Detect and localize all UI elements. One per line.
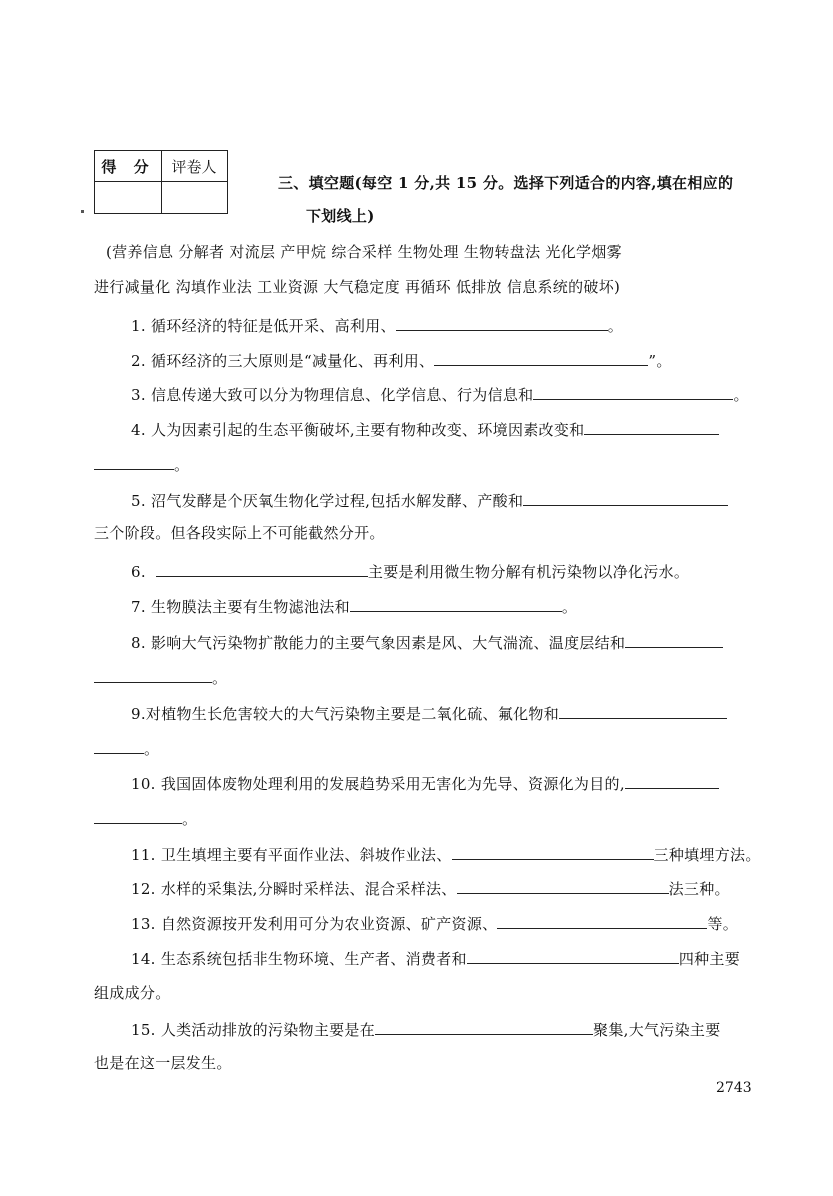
question-6 — [131, 560, 689, 582]
question-9-text: 9.对植物生长危害较大的大气污染物主要是二氧化硫、氟化物和 — [131, 705, 560, 723]
question-10-end: 。 — [182, 810, 198, 828]
score-label: 得 分 — [101, 158, 155, 176]
question-12-rest: 法三种。 — [668, 880, 730, 898]
answer-blank-4b[interactable] — [94, 453, 174, 470]
option-bank-line1: (营养信息 分解者 对流层 产甲烷 综合采样 生物处理 生物转盘法 光化学烟雾 — [106, 243, 622, 261]
question-2-text: 2. 循环经济的三大原则是“减量化、再利用、 — [131, 352, 435, 370]
question-5 — [131, 489, 728, 511]
question-3-text: 3. 信息传递大致可以分为物理信息、化学信息、行为信息和 — [131, 386, 534, 404]
question-11 — [131, 843, 761, 865]
answer-blank-11[interactable] — [452, 843, 654, 860]
question-2 — [131, 349, 672, 371]
scan-mark — [81, 210, 84, 213]
question-3-end: 。 — [733, 386, 749, 404]
answer-blank-14[interactable] — [467, 947, 679, 964]
question-12 — [131, 877, 730, 899]
answer-blank-12[interactable] — [457, 877, 669, 894]
answer-blank-3[interactable] — [533, 383, 733, 400]
question-5-line2: 三个阶段。但各段实际上不可能截然分开。 — [94, 524, 385, 542]
question-15-rest: 聚集,大气污染主要 — [593, 1021, 721, 1039]
question-1 — [131, 314, 623, 336]
table-divider-horizontal — [95, 181, 227, 182]
question-5-text: 5. 沼气发酵是个厌氧生物化学过程,包括水解发酵、产酸和 — [131, 492, 524, 510]
question-11-text: 11. 卫生填埋主要有平面作业法、斜坡作业法、 — [131, 846, 452, 864]
question-7-text: 7. 生物膜法主要有生物滤池法和 — [131, 598, 350, 616]
question-3 — [131, 383, 749, 405]
question-8-line2 — [94, 666, 227, 688]
question-4 — [131, 418, 719, 440]
score-table — [94, 150, 228, 214]
question-1-text: 1. 循环经济的特征是低开采、高利用、 — [131, 317, 396, 335]
question-4-line2 — [94, 453, 189, 475]
section-title-cont: 下划线上) — [306, 207, 375, 225]
question-8-text: 8. 影响大气污染物扩散能力的主要气象因素是风、大气湍流、温度层结和 — [131, 634, 626, 652]
answer-blank-9b[interactable] — [94, 737, 144, 754]
question-13 — [131, 912, 738, 934]
answer-blank-8b[interactable] — [94, 666, 212, 683]
answer-blank-15[interactable] — [375, 1018, 593, 1035]
answer-blank-7[interactable] — [350, 595, 562, 612]
question-6-number: 6. — [131, 563, 146, 581]
question-14-line2: 组成成分。 — [94, 984, 171, 1002]
answer-blank-2[interactable] — [434, 349, 648, 366]
question-1-end: 。 — [607, 317, 624, 335]
question-10-text: 10. 我国固体废物处理利用的发展趋势采用无害化为先导、资源化为目的, — [131, 775, 625, 793]
option-bank-line2: 进行减量化 沟填作业法 工业资源 大气稳定度 再循环 低排放 信息系统的破坏) — [94, 278, 621, 296]
question-2-end: ”。 — [648, 352, 672, 370]
answer-blank-6[interactable] — [156, 560, 368, 577]
question-15 — [131, 1018, 721, 1040]
question-9-line2 — [94, 737, 159, 759]
question-15-text: 15. 人类活动排放的污染物主要是在 — [131, 1021, 376, 1039]
question-11-rest: 三种填埋方法。 — [653, 846, 761, 864]
question-12-text: 12. 水样的采集法,分瞬时采样法、混合采样法、 — [131, 880, 457, 898]
question-13-text: 13. 自然资源按开发利用可分为农业资源、矿产资源、 — [131, 915, 498, 933]
answer-blank-10a[interactable] — [625, 772, 719, 789]
question-7 — [131, 595, 577, 617]
question-8 — [131, 631, 723, 653]
page-number: 2743 — [716, 1080, 752, 1096]
answer-blank-13[interactable] — [497, 912, 707, 929]
question-14 — [131, 947, 740, 969]
answer-blank-1[interactable] — [396, 314, 608, 331]
answer-blank-10b[interactable] — [94, 807, 182, 824]
question-10 — [131, 772, 719, 794]
question-4-end: 。 — [174, 456, 190, 474]
question-14-text: 14. 生态系统包括非生物环境、生产者、消费者和 — [131, 950, 467, 968]
question-13-rest: 等。 — [707, 915, 739, 933]
question-9 — [131, 702, 727, 724]
section-title: 三、填空题(每空 1 分,共 15 分。选择下列适合的内容,填在相应的 — [278, 174, 734, 192]
answer-blank-4a[interactable] — [584, 418, 719, 435]
question-15-line2: 也是在这一层发生。 — [94, 1054, 232, 1072]
answer-blank-8a[interactable] — [625, 631, 723, 648]
question-9-end: 。 — [144, 740, 160, 758]
question-4-text: 4. 人为因素引起的生态平衡破坏,主要有物种改变、环境因素改变和 — [131, 421, 585, 439]
question-14-rest: 四种主要 — [678, 950, 741, 968]
question-6-text: 主要是利用微生物分解有机污染物以净化污水。 — [367, 563, 690, 581]
question-8-end: 。 — [212, 669, 228, 687]
question-7-end: 。 — [561, 598, 578, 616]
answer-blank-5[interactable] — [523, 489, 728, 506]
answer-blank-9a[interactable] — [559, 702, 727, 719]
grader-label: 评卷人 — [171, 158, 217, 176]
question-10-line2 — [94, 807, 197, 829]
